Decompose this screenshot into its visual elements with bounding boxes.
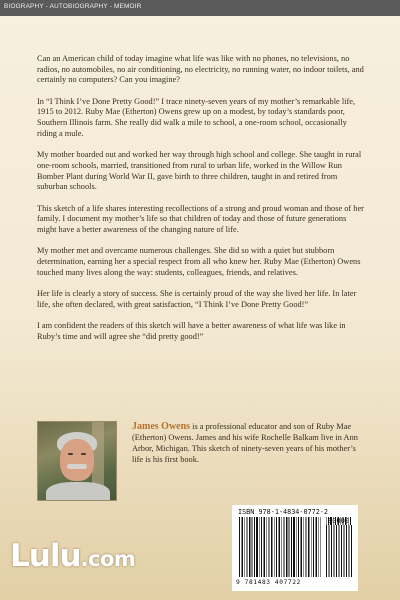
blurb-paragraph: My mother met and overcame numerous challenges. She did so with a quiet but stubborn determination, earning her a special respect from all who knew her. Ruby Mae (Etherton) Owens touched many lives along the way: students, colleagues, friends, and relatives. bbox=[37, 246, 361, 277]
price-code: 90000 bbox=[328, 517, 350, 525]
ean-digits: 9 781483 407722 bbox=[236, 579, 301, 586]
publisher-logo bbox=[10, 538, 135, 574]
blurb-paragraph: In “I Think I’ve Done Pretty Good!” I trace ninety-seven years of my mother’s remarkable life, 1915 to 2012. Ruby Mae (Etherton) Owens grew up on a modest, by today’s standards poor, Southern Illinois farm. She really did walk a mile to school, a one-room school, occasionally riding a mule. bbox=[37, 96, 356, 138]
blurb-paragraph: Her life is clearly a story of success. She is certainly proud of the way she lived her life. In later life, she often declared, with great satisfaction, “I Think I’ve Done Pretty Good!” bbox=[37, 288, 357, 309]
category-bar bbox=[0, 0, 400, 16]
author-bio-text: is a professional educator and son of Ruby Mae (Etherton) Owens. James and his wife Rochelle Balkam live in Ann Arbor, Michigan. This sketch of ninety-seven years of his mother’s life is his first book. bbox=[132, 422, 358, 464]
blurb bbox=[37, 54, 367, 353]
barcode-addon-bars bbox=[326, 525, 352, 577]
photo-mustache bbox=[67, 464, 87, 469]
publisher-logo-tld: .com bbox=[80, 547, 136, 571]
photo-shirt bbox=[46, 482, 110, 501]
author-photo bbox=[37, 421, 117, 501]
author-name: James Owens bbox=[132, 421, 191, 432]
blurb-paragraph: I am confident the readers of this sketch will have a better awareness of what life was like in Ruby’s time and will agree she “did pretty good!” bbox=[37, 320, 346, 341]
photo-eye bbox=[81, 453, 86, 455]
blurb-paragraph: Can an American child of today imagine what life was like with no phones, no televisions, no radios, no automobiles, no air conditioning, no electricity, no running water, no indoor toilets, and certainly no computers? Can you imagine? bbox=[37, 54, 364, 85]
isbn-label: ISBN 978-1-4834-0772-2 bbox=[238, 508, 329, 516]
publisher-logo-name: Lulu bbox=[10, 538, 81, 574]
photo-eye bbox=[68, 453, 73, 455]
blurb-paragraph: My mother boarded out and worked her way through high school and college. She taught in rural one-room schools, married, transitioned from rural to urban life, worked in the Willow Run Bomber Plant during World War II, gave birth to three children, taught in and retired from suburban schools. bbox=[37, 150, 362, 192]
category-label: BIOGRAPHY - AUTOBIOGRAPHY - MEMOIR bbox=[4, 3, 142, 10]
author-bio bbox=[132, 421, 368, 465]
photo-face bbox=[60, 439, 94, 481]
blurb-paragraph: This sketch of a life shares interesting recollections of a strong and proud woman and those of her family. I document my mother’s life so that children of today and those of future generations might have a better awareness of the changing nature of life. bbox=[37, 203, 364, 234]
isbn-barcode bbox=[232, 505, 358, 591]
author-section bbox=[37, 421, 367, 503]
